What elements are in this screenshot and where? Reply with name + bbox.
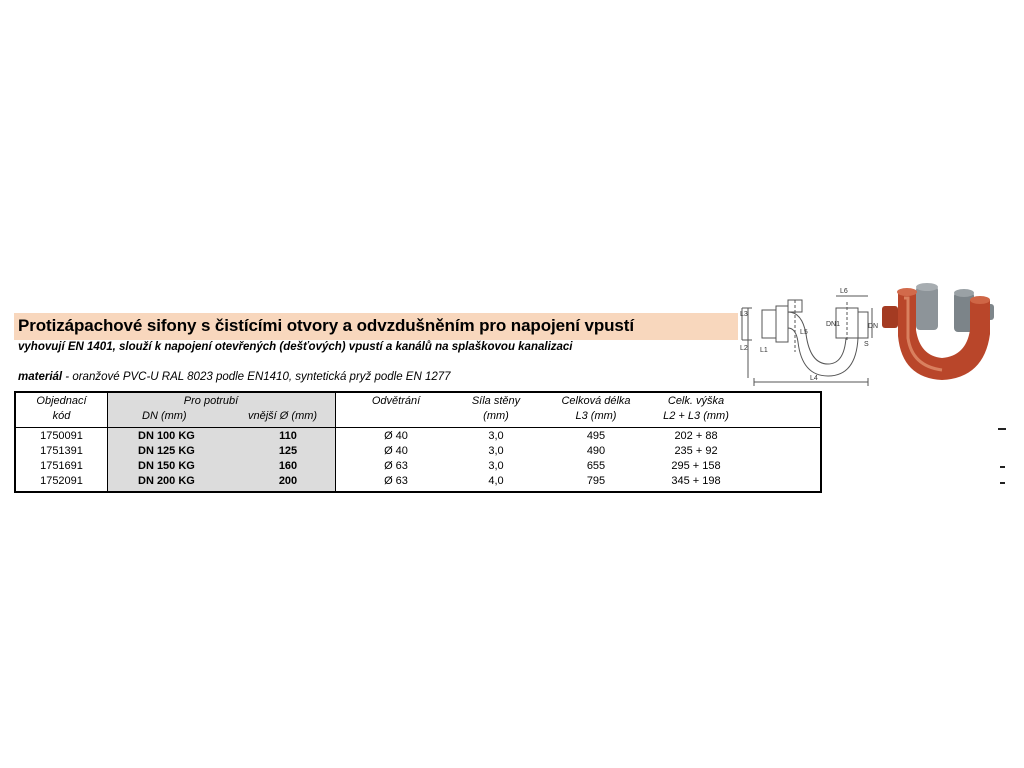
header-height-1: Celk. výška <box>667 395 725 407</box>
total-height: 295 + 158 <box>671 460 721 472</box>
total-length: 495 <box>586 430 606 442</box>
material-label: materiál <box>18 371 63 383</box>
wall-thickness: 3,0 <box>488 430 504 442</box>
vent-size: Ø 63 <box>384 460 408 472</box>
pipe-dn: DN 100 KG <box>138 430 195 442</box>
material-description <box>18 371 451 383</box>
label-l5: L5 <box>800 329 808 336</box>
edge-mark <box>1000 466 1005 468</box>
total-height: 202 + 88 <box>674 430 718 442</box>
edge-mark <box>998 428 1006 430</box>
order-code: 1752091 <box>40 475 83 487</box>
wall-thickness: 4,0 <box>488 475 504 487</box>
label-l6: L6 <box>840 288 848 295</box>
total-height: 235 + 92 <box>674 445 718 457</box>
header-order-code-1: Objednací <box>36 395 87 407</box>
pipe-dn: DN 150 KG <box>138 460 195 472</box>
label-dn1: DN1 <box>826 321 841 328</box>
header-wall-thickness-2: (mm) <box>483 410 509 422</box>
technical-drawing <box>740 282 880 386</box>
header-vent: Odvětrání <box>371 395 421 407</box>
outer-diameter: 160 <box>278 460 298 472</box>
column-divider <box>107 393 108 491</box>
header-divider <box>16 427 820 428</box>
vent-size: Ø 40 <box>384 430 408 442</box>
outer-diameter: 110 <box>279 430 297 442</box>
total-height: 345 + 198 <box>671 475 721 487</box>
column-divider <box>335 393 336 491</box>
outer-diameter: 125 <box>278 445 298 457</box>
label-l2: L2 <box>740 345 748 352</box>
total-length: 795 <box>586 475 606 487</box>
header-wall-thickness-1: Síla stěny <box>471 395 521 407</box>
wall-thickness: 3,0 <box>488 460 504 472</box>
pipe-dn: DN 125 KG <box>138 445 195 457</box>
pipe-dn: DN 200 KG <box>138 475 195 487</box>
label-dn: DN <box>868 323 879 330</box>
label-l3: L3 <box>740 311 748 318</box>
total-length: 655 <box>586 460 606 472</box>
header-height-2: L2 + L3 (mm) <box>663 410 729 422</box>
header-for-pipe: Pro potrubí <box>183 395 239 407</box>
label-l1: L1 <box>760 347 768 354</box>
order-code: 1751691 <box>40 460 83 472</box>
label-s: S <box>864 341 869 348</box>
edge-mark <box>1000 482 1005 484</box>
order-code: 1750091 <box>40 430 83 442</box>
header-order-code-2: kód <box>52 410 71 422</box>
header-dn-mm: DN (mm) <box>142 410 187 422</box>
total-length: 490 <box>586 445 606 457</box>
material-text: - oranžové PVC-U RAL 8023 podle EN1410, syntetická pryž podle EN 1277 <box>62 371 451 383</box>
wall-thickness: 3,0 <box>488 445 504 457</box>
header-outer-diameter: vnější Ø (mm) <box>248 410 318 422</box>
order-code: 1751391 <box>40 445 83 457</box>
label-l4: L4 <box>810 375 818 382</box>
page-title: Protizápachové sifony s čistícími otvory a odvzdušněním pro napojení vpustí <box>18 316 634 335</box>
vent-size: Ø 63 <box>384 475 408 487</box>
header-length-2: L3 (mm) <box>575 410 617 422</box>
product-photo <box>880 278 1020 386</box>
product-table <box>14 391 822 493</box>
header-length-1: Celková délka <box>561 395 631 407</box>
vent-size: Ø 40 <box>384 445 408 457</box>
outer-diameter: 200 <box>278 475 298 487</box>
standard-description: vyhovují EN 1401, slouží k napojení otevřených (dešťových) vpustí a kanálů na splaškovou kanalizaci <box>18 341 573 353</box>
